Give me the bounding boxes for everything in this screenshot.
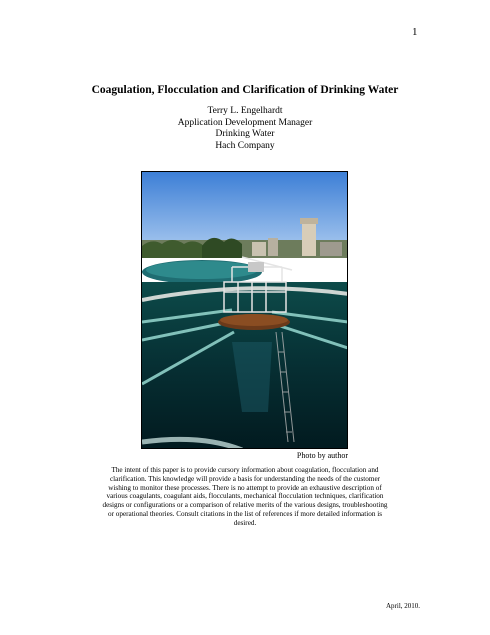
author-company: Hach Company bbox=[215, 140, 275, 151]
author-department: Drinking Water bbox=[215, 129, 275, 139]
document-date: April, 2010. bbox=[386, 602, 421, 610]
author-name: Terry L. Engelhardt bbox=[207, 106, 283, 116]
abstract-paragraph: The intent of this paper is to provide cursory information about coagulation, flocculation and clarification. This knowledge will provide a basis for understanding the needs of the customer wishing to monitor these processes. There is no attempt to provide an exhaustive description of various coagulants, coagulant aids, flocculants, mechanical flocculation techniques, clarification designs or configurations or a comparison of relative merits of the various designs, troubleshooting or operational theories. Consult citations in the list of references if more detailed information is desired. bbox=[102, 466, 388, 527]
document-title: Coagulation, Flocculation and Clarification of Drinking Water bbox=[91, 84, 399, 96]
clarifier-photo bbox=[141, 171, 348, 449]
photo-credit: Photo by author bbox=[296, 451, 348, 460]
author-block bbox=[0, 106, 490, 152]
author-position: Application Development Manager bbox=[177, 117, 313, 128]
page-number: 1 bbox=[412, 26, 418, 38]
